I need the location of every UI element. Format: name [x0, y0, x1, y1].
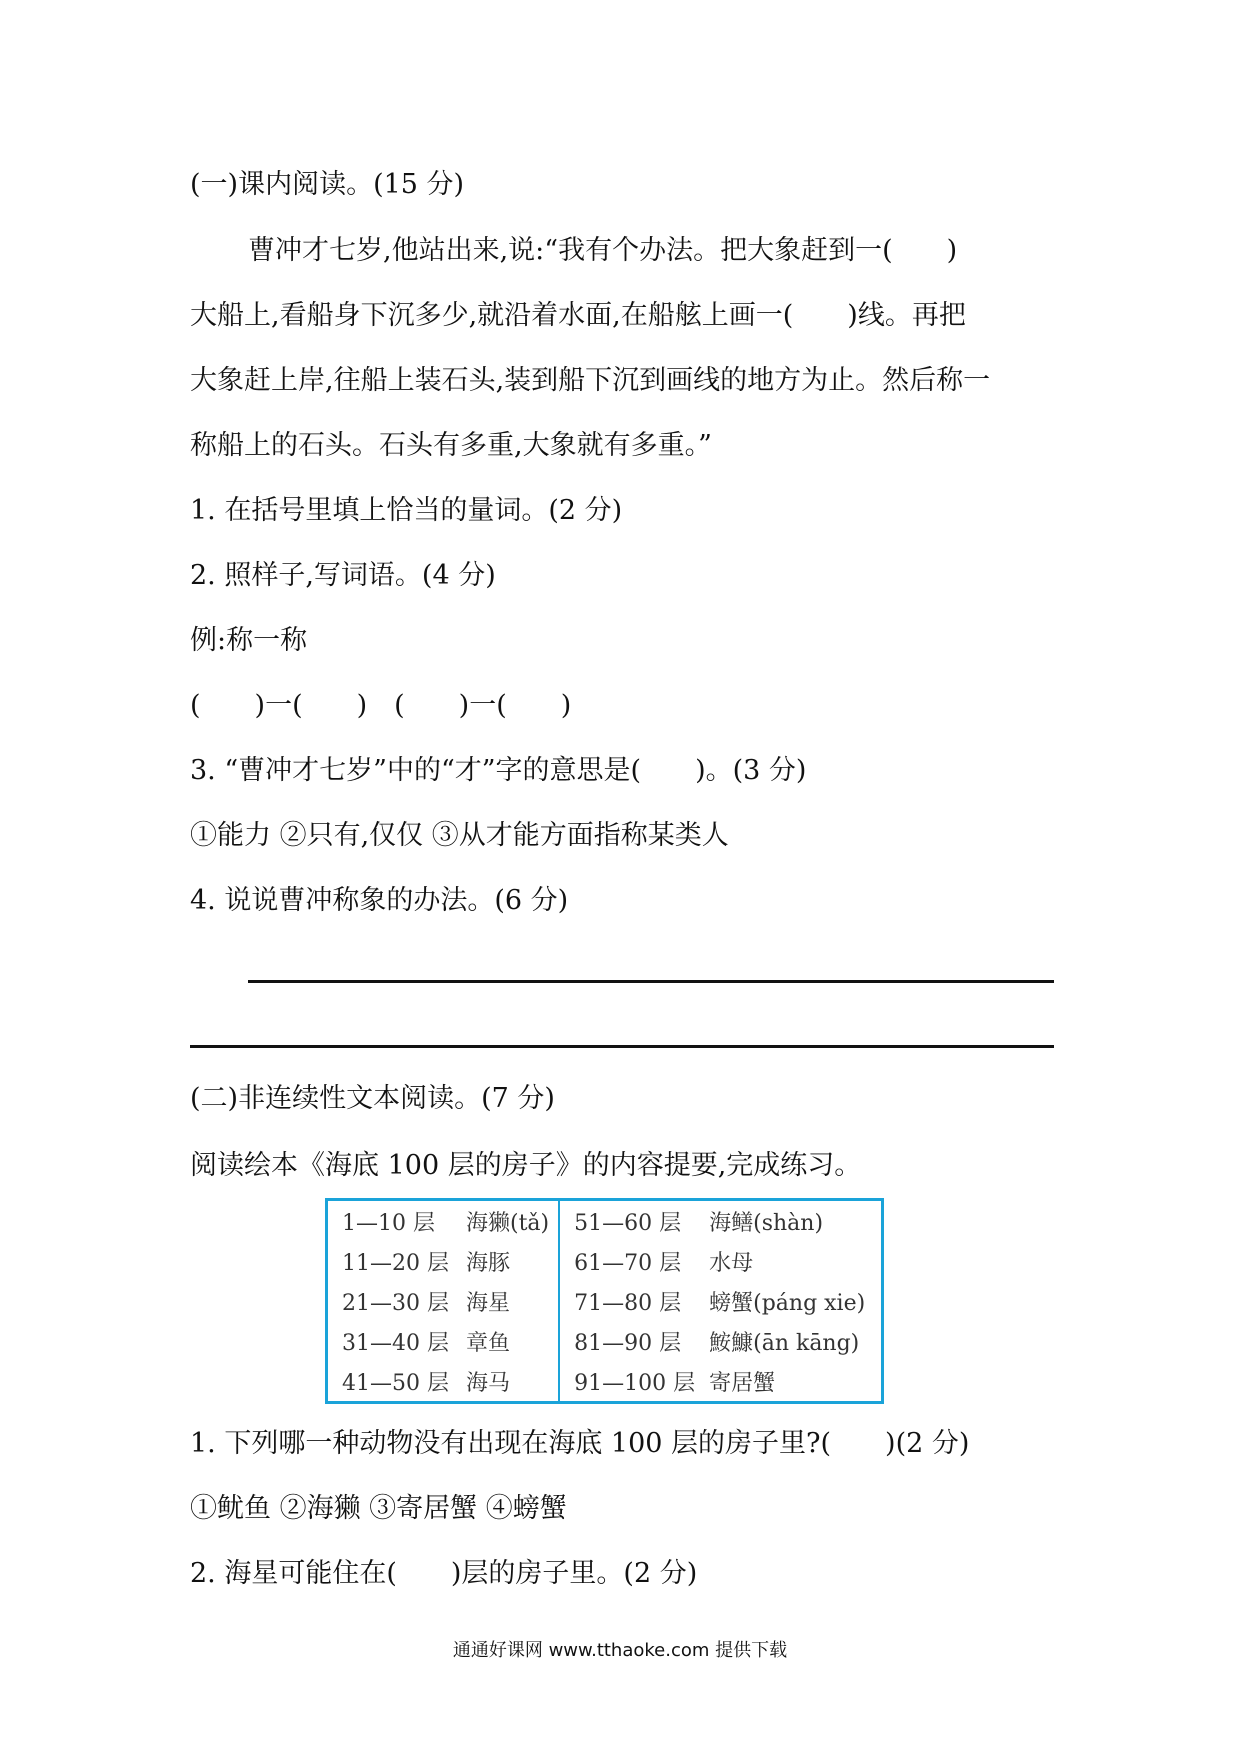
table-row [327, 1321, 883, 1361]
animal: 海星 [466, 1290, 511, 1316]
animal: 海豚 [466, 1250, 511, 1276]
section2-heading: (二)非连续性文本阅读。(7 分) [190, 1083, 555, 1114]
animal: 海鳝(shàn) [709, 1210, 824, 1236]
floor-range: 61—70 层 [559, 1241, 695, 1281]
question-3: 3. “曹冲才七岁”中的“才”字的意思是( )。(3 分) [190, 755, 807, 786]
answer-line-2[interactable] [190, 1045, 1054, 1048]
floor-range: 81—90 层 [559, 1321, 695, 1361]
floor-range: 41—50 层 [342, 1370, 449, 1396]
floor-range: 91—100 层 [559, 1361, 695, 1403]
question-2-blanks: ( )一( ) ( )一( ) [190, 690, 572, 721]
passage-line-2: 大船上,看船身下沉多少,就沿着水面,在船舷上画一( )线。再把 [190, 300, 966, 331]
question-2: 2. 照样子,写词语。(4 分) [190, 560, 496, 591]
floor-range: 71—80 层 [559, 1281, 695, 1321]
question-1: 1. 在括号里填上恰当的量词。(2 分) [190, 495, 623, 526]
animal: 寄居蟹 [709, 1370, 776, 1396]
passage-line-1: 曹冲才七岁,他站出来,说:“我有个办法。把大象赶到一( ) [248, 235, 958, 266]
answer-line-1[interactable] [248, 980, 1054, 983]
animal: 章鱼 [466, 1330, 511, 1356]
animal: 海獭(tǎ) [466, 1210, 550, 1236]
section2-question-2: 2. 海星可能住在( )层的房子里。(2 分) [190, 1558, 698, 1589]
floor-range: 21—30 层 [342, 1290, 449, 1316]
floor-range: 11—20 层 [342, 1250, 449, 1276]
animal: 螃蟹(páng xie) [709, 1290, 866, 1316]
question-2-example: 例:称一称 [190, 625, 308, 656]
floor-range: 1—10 层 [342, 1210, 435, 1236]
floor-range: 31—40 层 [342, 1330, 449, 1356]
animal: 水母 [709, 1250, 754, 1276]
animal: 鮟鱇(ān kāng) [709, 1330, 860, 1356]
question-3-options: ①能力 ②只有,仅仅 ③从才能方面指称某类人 [190, 820, 729, 851]
animal: 海马 [466, 1370, 511, 1396]
floors-table [325, 1198, 884, 1404]
passage-line-4: 称船上的石头。石头有多重,大象就有多重。” [190, 430, 712, 461]
table-row [327, 1281, 883, 1321]
section2-question-1-options: ①鱿鱼 ②海獭 ③寄居蟹 ④螃蟹 [190, 1493, 567, 1524]
table-row [327, 1241, 883, 1281]
footer-download-note: 通通好课网 www.tthaoke.com 提供下载 [452, 1640, 788, 1661]
passage-line-3: 大象赶上岸,往船上装石头,装到船下沉到画线的地方为止。然后称一 [190, 365, 991, 396]
table-row [327, 1200, 883, 1242]
floor-range: 51—60 层 [559, 1200, 695, 1242]
question-4: 4. 说说曹冲称象的办法。(6 分) [190, 885, 569, 916]
table-row [327, 1361, 883, 1403]
section2-intro: 阅读绘本《海底 100 层的房子》的内容提要,完成练习。 [190, 1150, 862, 1181]
section2-question-1: 1. 下列哪一种动物没有出现在海底 100 层的房子里?( )(2 分) [190, 1428, 970, 1459]
section1-heading: (一)课内阅读。(15 分) [190, 169, 465, 200]
